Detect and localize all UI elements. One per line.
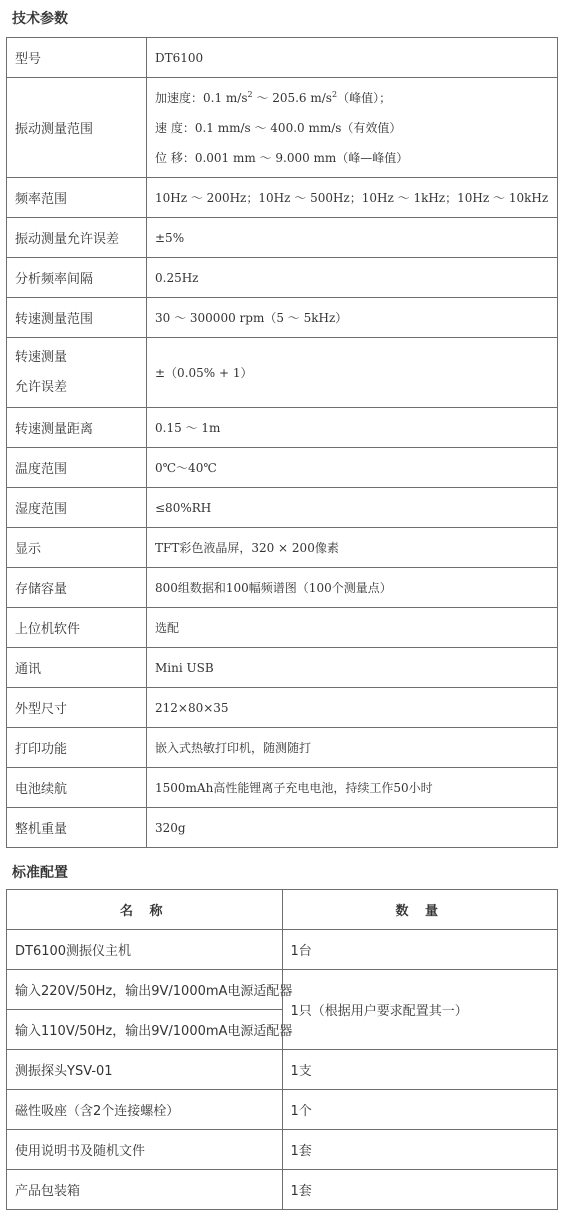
spec-label: 振动测量允许误差 (7, 218, 147, 258)
item-name: 输入220V/50Hz，输出9V/1000mA电源适配器 (7, 970, 283, 1010)
item-name: DT6100测振仪主机 (7, 930, 283, 970)
spec-value: 0.15 ～ 1m (147, 408, 558, 448)
spec-value: 30 ～ 300000 rpm（5 ～ 5kHz） (147, 298, 558, 338)
spec-value: TFT彩色液晶屏，320 × 200像素 (147, 528, 558, 568)
spec-value-line: 速 度：0.1 mm/s ～ 400.0 mm/s（有效值） (155, 120, 402, 135)
table-row (7, 808, 558, 848)
table-row (7, 1050, 558, 1090)
spec-label: 打印功能 (7, 728, 147, 768)
spec-value-line: 位 移：0.001 mm ～ 9.000 mm（峰—峰值） (155, 150, 409, 165)
item-qty: 1套 (282, 1170, 558, 1210)
table-row (7, 970, 558, 1010)
table-row (7, 178, 558, 218)
table-row (7, 78, 558, 178)
item-name: 磁性吸座（含2个连接螺栓） (7, 1090, 283, 1130)
spec-label: 存储容量 (7, 568, 147, 608)
spec-label: 分析频率间隔 (7, 258, 147, 298)
item-qty: 1套 (282, 1130, 558, 1170)
spec-label: 通讯 (7, 648, 147, 688)
spec-label: 显示 (7, 528, 147, 568)
spec-value: 0℃～40℃ (147, 448, 558, 488)
item-name: 测振探头YSV-01 (7, 1050, 283, 1090)
item-qty: 1个 (282, 1090, 558, 1130)
spec-label: 整机重量 (7, 808, 147, 848)
spec-value: 嵌入式热敏打印机，随测随打 (147, 728, 558, 768)
table-row (7, 298, 558, 338)
table-row (7, 1130, 558, 1170)
spec-value: ≤80%RH (147, 488, 558, 528)
spec-label: 频率范围 (7, 178, 147, 218)
spec-label: 转速测量距离 (7, 408, 147, 448)
specs-table (6, 37, 558, 848)
spec-value (147, 78, 558, 178)
spec-value: ±5% (147, 218, 558, 258)
table-row (7, 38, 558, 78)
config-table (6, 889, 558, 1210)
section-title-specs: 技术参数 (12, 11, 68, 27)
spec-label: 转速测量范围 (7, 298, 147, 338)
spec-value: 320g (147, 808, 558, 848)
column-header-name: 名 称 (7, 890, 283, 930)
item-qty: 1只（根据用户要求配置其一） (282, 970, 558, 1050)
table-row (7, 448, 558, 488)
table-row (7, 528, 558, 568)
spec-value: 800组数据和100幅频谱图（100个测量点） (147, 568, 558, 608)
table-row (7, 408, 558, 448)
column-header-qty: 数 量 (282, 890, 558, 930)
table-row (7, 218, 558, 258)
spec-label: 型号 (7, 38, 147, 78)
table-row (7, 930, 558, 970)
table-row (7, 568, 558, 608)
spec-value: 212×80×35 (147, 688, 558, 728)
spec-label: 湿度范围 (7, 488, 147, 528)
spec-label: 外型尺寸 (7, 688, 147, 728)
spec-value: 0.25Hz (147, 258, 558, 298)
table-row (7, 1090, 558, 1130)
table-row (7, 1170, 558, 1210)
item-qty: 1台 (282, 930, 558, 970)
table-row (7, 258, 558, 298)
spec-label: 上位机软件 (7, 608, 147, 648)
table-row (7, 608, 558, 648)
spec-value: ±（0.05% + 1） (147, 338, 558, 408)
spec-value: 1500mAh高性能锂离子充电电池，持续工作50小时 (147, 768, 558, 808)
spec-value: 10Hz ～ 200Hz；10Hz ～ 500Hz；10Hz ～ 1kHz；10Hz ～ 10kHz (147, 178, 558, 218)
table-row (7, 338, 558, 408)
item-name: 输入110V/50Hz，输出9V/1000mA电源适配器 (7, 1010, 283, 1050)
spec-value-line: 加速度：0.1 $m/s^2$ ～ 205.6 $m/s^2$（峰值）； (155, 89, 392, 105)
spec-label: 温度范围 (7, 448, 147, 488)
table-row (7, 728, 558, 768)
table-header-row (7, 890, 558, 930)
table-row (7, 688, 558, 728)
item-name: 使用说明书及随机文件 (7, 1130, 283, 1170)
table-row (7, 768, 558, 808)
spec-value: DT6100 (147, 38, 558, 78)
spec-label: 振动测量范围 (7, 78, 147, 178)
spec-value: Mini USB (147, 648, 558, 688)
section-title-config: 标准配置 (12, 865, 68, 881)
item-name: 产品包装箱 (7, 1170, 283, 1210)
spec-label: 转速测量 允许误差 (7, 338, 147, 408)
table-row (7, 648, 558, 688)
spec-label: 电池续航 (7, 768, 147, 808)
table-row (7, 488, 558, 528)
item-qty: 1支 (282, 1050, 558, 1090)
spec-value: 选配 (147, 608, 558, 648)
